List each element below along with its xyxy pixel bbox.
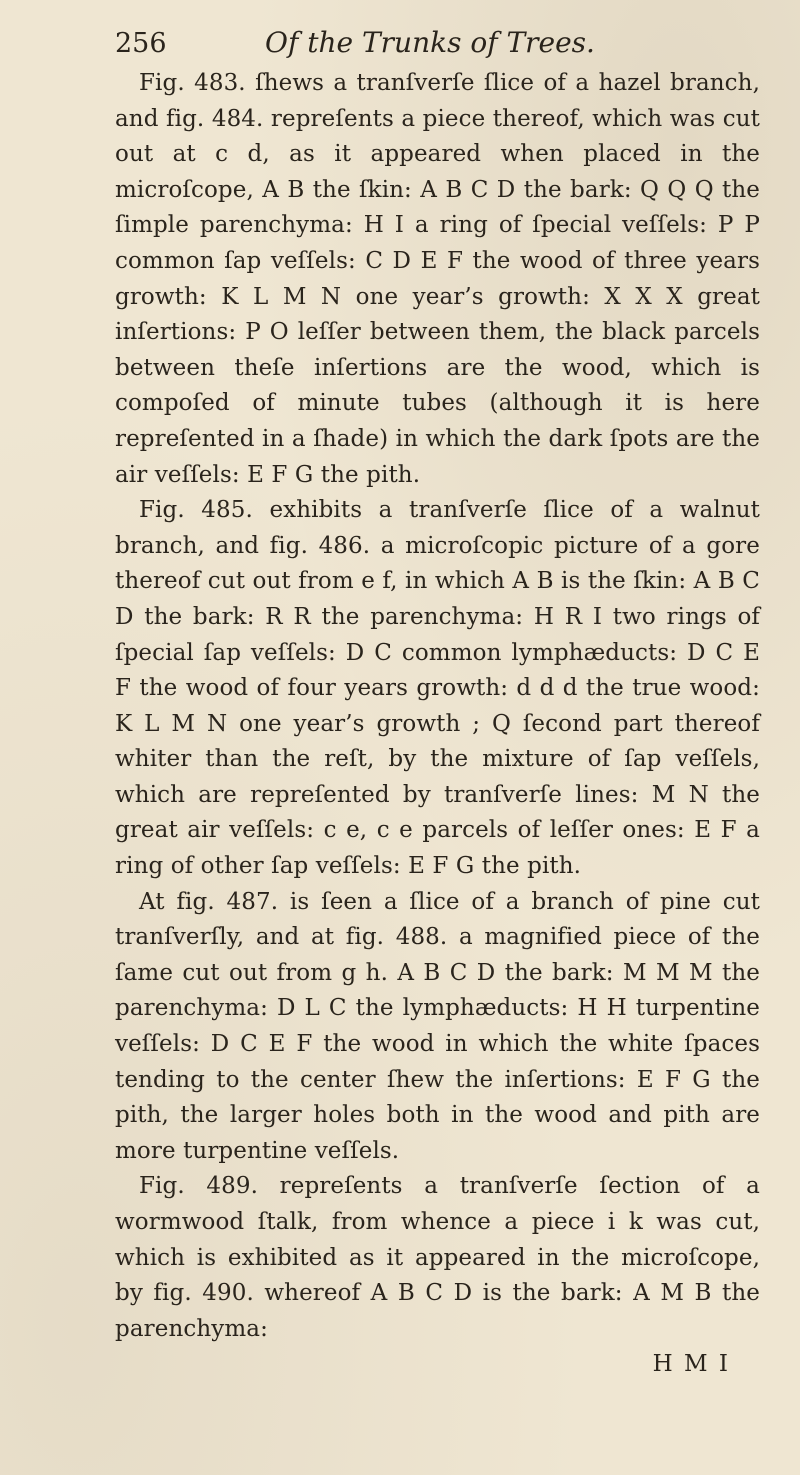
paragraph-fig-487: At fig. 487. is ſeen a ſlice of a branch of pine cut tranſverſly, and at fig. 488. a magnified piece of the ſame cut out from g h. A B C D the bark: M M M the parenchyma: D L C the lymphæducts: H H turpentine veſſels: D C E F the wood in which the white ſpaces tending to the center ſhew the inſertions: E F G the pith, the larger holes both in the wood and pith are more turpentine veſſels. — [115, 888, 760, 1164]
page-header — [115, 26, 760, 66]
catchword: H M I — [652, 1351, 730, 1378]
paragraph-fig-489: Fig. 489. repreſents a tranſverſe ſection of a wormwood ſtalk, from whence a piece i k was cut, which is exhibited as it appeared in the microſcope, by fig. 490. whereof A B C D is the bark: A M B the parenchyma: — [115, 1173, 760, 1342]
page-number: 256 — [115, 28, 167, 59]
running-head: Of the Trunks of Trees. — [265, 26, 595, 59]
paragraph-fig-485: Fig. 485. exhibits a tranſverſe ſlice of a walnut branch, and fig. 486. a microſcopic picture of a gore thereof cut out from e f, in which A B is the ſkin: A B C D the bark: R R the parenchyma: H R I two rings of ſpecial ſap veſſels: D C common lymphæducts: D C E F the wood of four years growth: d d d the true wood: K L M N one year’s growth ; Q ſecond part thereof whiter than the reſt, by the mixture of ſap veſſels, which are repreſented by tranſverſe lines: M N the great air veſſels: c e, c e parcels of leſſer ones: E F a ring of other ſap veſſels: E F G the pith. — [115, 497, 760, 880]
paragraph-fig-483: Fig. 483. ſhews a tranſverſe ſlice of a hazel branch, and fig. 484. repreſents a piece thereof, which was cut out at c d, as it appeared when placed in the microſcope, A B the ſkin: A B C D the bark: Q Q Q the ſimple parenchyma: H I a ring of ſpecial veſſels: P P common ſap veſſels: C D E F the wood of three years growth: K L M N one year’s growth: X X X great inſertions: P O leſſer between them, the black parcels between theſe inſertions are the wood, which is compoſed of minute tubes (although it is here repreſented in a ſhade) in which the dark ſpots are the air veſſels: E F G the pith. — [115, 70, 760, 488]
body-text — [115, 66, 760, 1347]
